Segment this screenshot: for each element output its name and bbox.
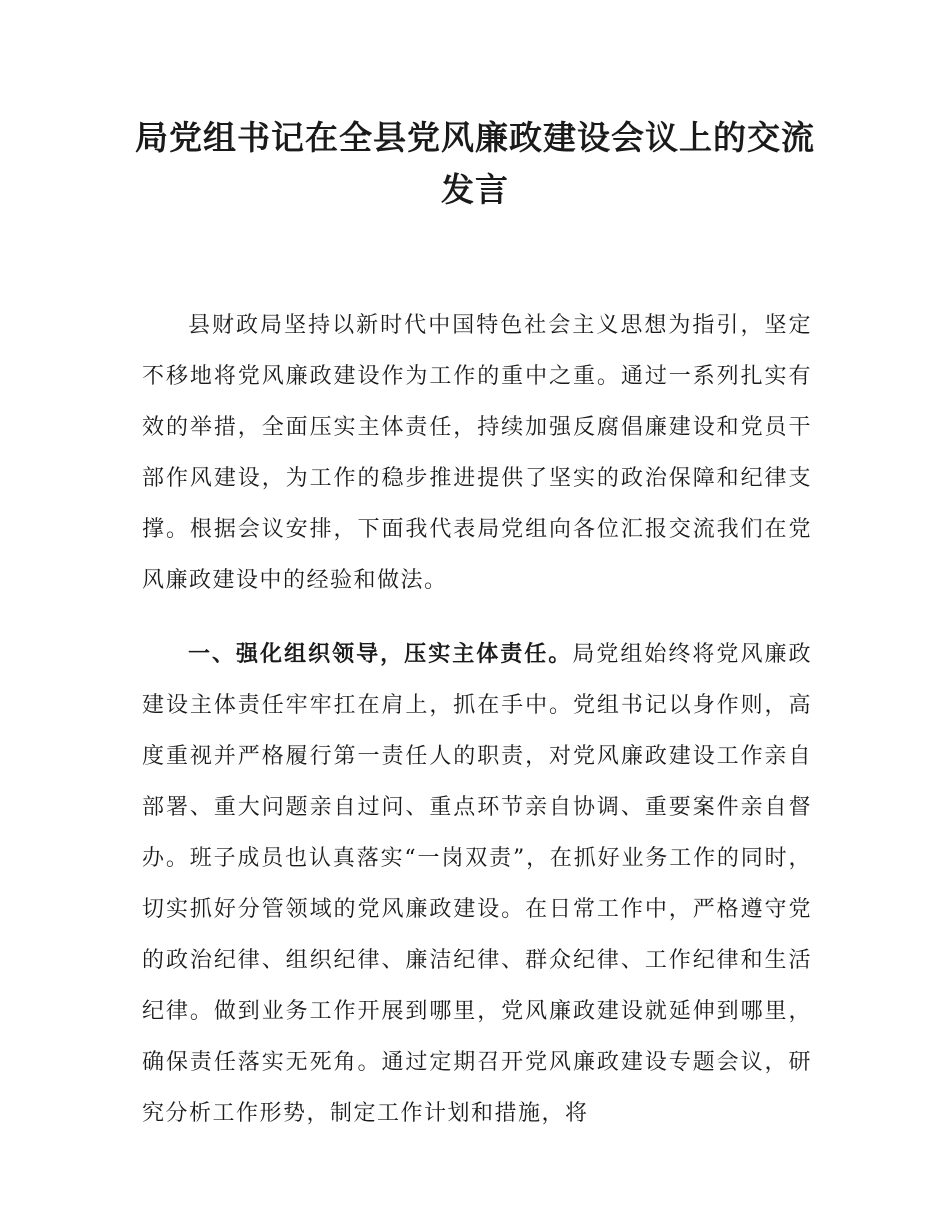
section-one-text: 局党组始终将党风廉政建设主体责任牢牢扛在肩上，抓在手中。党组书记以身作则，高度重视并严格履行第一责任人的职责，对党风廉政建设工作亲自部署、重大问题亲自过问、重点环节亲自协调、重要案件亲自督办。班子成员也认真落实“一岗双责”，在抓好业务工作的同时，切实抓好分管领域的党风廉政建设。在日常工作中，严格遵守党的政治纪律、组织纪律、廉洁纪律、群众纪律、工作纪律和生活纪律。做到业务工作开展到哪里，党风廉政建设就延伸到哪里，确保责任落实无死角。通过定期召开党风廉政建设专题会议，研究分析工作形势，制定工作计划和措施，将: [142, 642, 812, 1126]
section-one-heading: 一、强化组织领导，压实主体责任。: [188, 642, 573, 667]
intro-paragraph: 县财政局坚持以新时代中国特色社会主义思想为指引，坚定不移地将党风廉政建设作为工作的重中之重。通过一系列扎实有效的举措，全面压实主体责任，持续加强反腐倡廉建设和党员干部作风建设，为工作的稳步推进提供了坚实的政治保障和纪律支撑。根据会议安排，下面我代表局党组向各位汇报交流我们在党风廉政建设中的经验和做法。: [142, 313, 812, 593]
document-body: [142, 300, 812, 1162]
section-one-paragraph: [142, 629, 812, 1139]
document-title: 局党组书记在全县党风廉政建设会议上的交流发言: [135, 118, 815, 209]
